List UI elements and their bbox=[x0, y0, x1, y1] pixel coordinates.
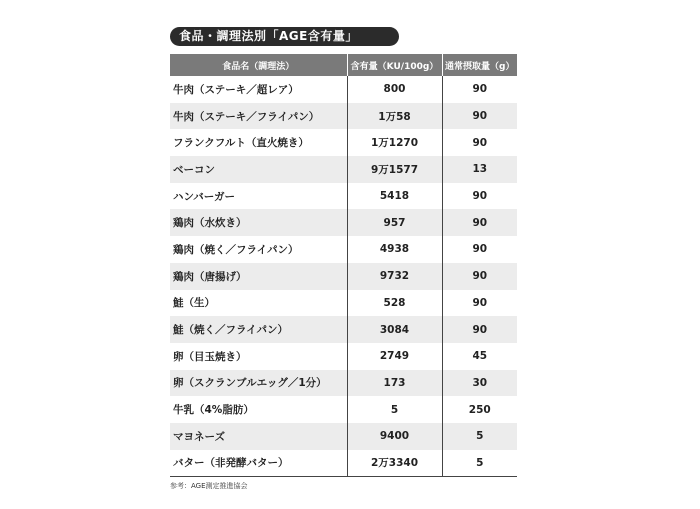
food-name-cell: 牛肉（ステーキ／超レア） bbox=[173, 83, 299, 96]
table-row bbox=[170, 156, 517, 183]
food-name-cell: 鶏肉（水炊き） bbox=[170, 209, 347, 236]
intake-cell: 30 bbox=[442, 370, 517, 397]
table-row bbox=[170, 103, 517, 130]
food-name-cell: 鶏肉（唐揚げ） bbox=[170, 263, 347, 290]
content-cell: 1万1270 bbox=[347, 129, 442, 156]
table-row bbox=[170, 236, 517, 263]
table-row bbox=[170, 209, 517, 236]
intake-cell: 90 bbox=[442, 103, 517, 130]
food-name-cell: 牛肉（ステーキ／フライパン） bbox=[170, 103, 347, 130]
intake-cell: 90 bbox=[442, 236, 517, 263]
food-name-cell: フランクフルト（直火焼き） bbox=[173, 137, 309, 150]
content-cell: 957 bbox=[347, 209, 442, 236]
table-row bbox=[170, 450, 517, 477]
table-header-row bbox=[170, 54, 517, 76]
table-row bbox=[170, 129, 517, 156]
content-cell: 173 bbox=[347, 370, 442, 397]
intake-cell: 90 bbox=[442, 183, 517, 210]
content-cell: 5418 bbox=[347, 183, 442, 210]
content-cell: 9万1577 bbox=[347, 156, 442, 183]
intake-cell: 90 bbox=[442, 76, 517, 103]
header-content: 含有量（KU/100g） bbox=[347, 54, 442, 76]
content-cell: 1万58 bbox=[347, 103, 442, 130]
table-row bbox=[170, 343, 517, 370]
table-row bbox=[170, 423, 517, 450]
food-name-cell: ベーコン bbox=[170, 156, 347, 183]
intake-cell: 90 bbox=[442, 129, 517, 156]
table-row bbox=[170, 183, 517, 210]
table-row bbox=[170, 370, 517, 397]
age-content-table bbox=[170, 54, 517, 477]
food-name-cell: 鶏肉（焼く／フライパン） bbox=[173, 243, 299, 256]
table-row bbox=[170, 316, 517, 343]
intake-cell: 5 bbox=[442, 423, 517, 450]
intake-cell: 90 bbox=[442, 316, 517, 343]
intake-cell: 90 bbox=[442, 209, 517, 236]
intake-cell: 90 bbox=[442, 290, 517, 317]
table-row bbox=[170, 263, 517, 290]
content-cell: 5 bbox=[347, 396, 442, 423]
table-row bbox=[170, 396, 517, 423]
food-name-cell: マヨネーズ bbox=[170, 423, 347, 450]
food-name-cell: 卵（目玉焼き） bbox=[173, 350, 247, 363]
header-intake: 通常摂取量（g） bbox=[442, 54, 517, 76]
table-row bbox=[170, 76, 517, 103]
food-name-cell: バター（非発酵バター） bbox=[170, 450, 347, 477]
food-name-cell: 牛乳（4%脂肪） bbox=[173, 404, 254, 417]
content-cell: 800 bbox=[347, 76, 442, 103]
food-name-cell: 卵（スクランブルエッグ／1分） bbox=[170, 370, 347, 397]
food-name-cell: 鮭（生） bbox=[173, 297, 215, 310]
table-title: 食品・調理法別「AGE含有量」 bbox=[170, 27, 399, 46]
intake-cell: 250 bbox=[442, 396, 517, 423]
content-cell: 528 bbox=[347, 290, 442, 317]
intake-cell: 45 bbox=[442, 343, 517, 370]
header-food-name: 食品名（調理法） bbox=[170, 54, 347, 76]
intake-cell: 5 bbox=[442, 450, 517, 477]
content-cell: 3084 bbox=[347, 316, 442, 343]
food-name-cell: 鮭（焼く／フライパン） bbox=[170, 316, 347, 343]
table-row bbox=[170, 290, 517, 317]
food-name-cell: ハンバーガー bbox=[173, 190, 236, 203]
content-cell: 2万3340 bbox=[347, 450, 442, 477]
content-cell: 9400 bbox=[347, 423, 442, 450]
content-cell: 4938 bbox=[347, 236, 442, 263]
content-cell: 9732 bbox=[347, 263, 442, 290]
source-note: 参考：AGE測定推進協会 bbox=[170, 482, 248, 490]
intake-cell: 90 bbox=[442, 263, 517, 290]
content-cell: 2749 bbox=[347, 343, 442, 370]
intake-cell: 13 bbox=[442, 156, 517, 183]
